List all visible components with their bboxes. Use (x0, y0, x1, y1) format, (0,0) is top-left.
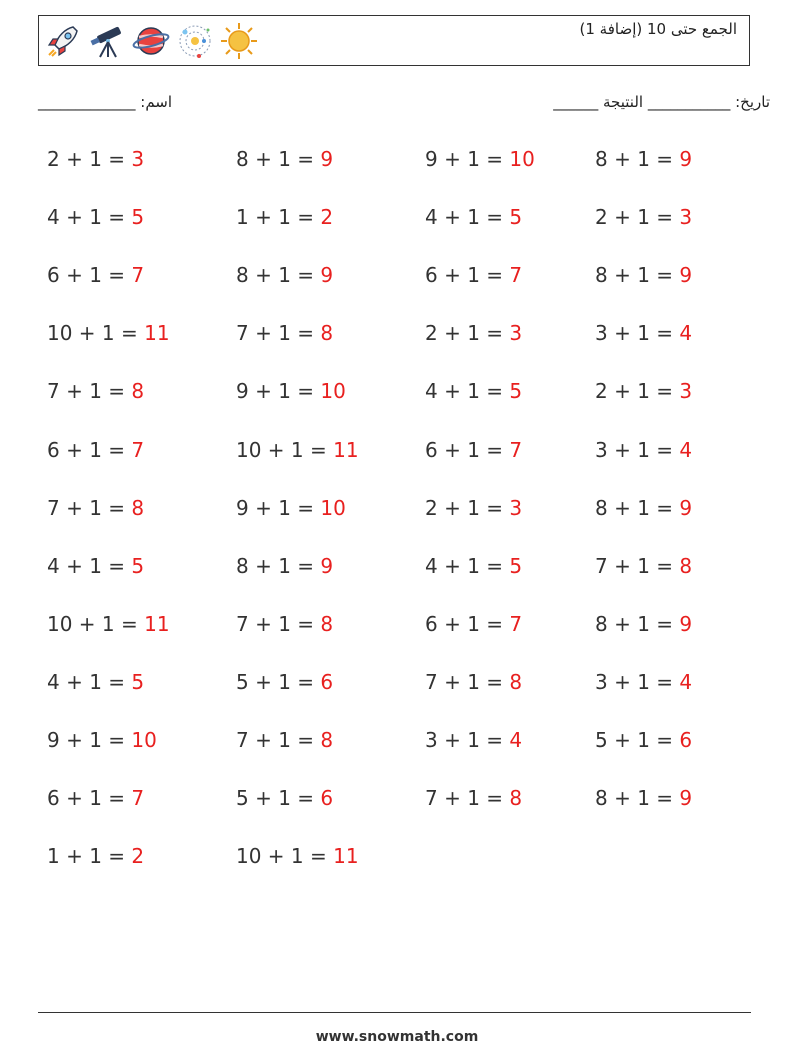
problem-item (595, 554, 692, 578)
problem-answer: 3 (131, 147, 145, 171)
problem-answer: 3 (679, 379, 693, 404)
problem-expression: 7 + 1 = (236, 728, 321, 752)
problem-answer: 4 (509, 728, 523, 752)
problem-answer: 4 (679, 437, 693, 462)
problem-answer: 9 (320, 553, 334, 578)
problem-expression: 9 + 1 = (425, 147, 510, 171)
problem-item (236, 728, 333, 752)
problem-expression: 1 + 1 = (47, 844, 132, 869)
problem-expression: 7 + 1 = (595, 553, 680, 578)
problem-answer: 9 (679, 611, 693, 636)
problem-item (47, 496, 144, 520)
problem-answer: 3 (509, 321, 523, 346)
name-field-label: اسم: _____________ (38, 93, 173, 111)
problem-answer: 10 (131, 728, 157, 752)
problem-expression: 9 + 1 = (47, 728, 132, 752)
problem-expression: 8 + 1 = (236, 263, 321, 288)
problem-answer: 9 (679, 786, 693, 811)
problem-expression: 2 + 1 = (425, 495, 510, 520)
problem-answer: 8 (509, 786, 523, 811)
problem-answer: 5 (131, 205, 145, 230)
problem-expression: 5 + 1 = (236, 669, 321, 694)
problem-expression: 6 + 1 = (47, 263, 132, 288)
problem-item (595, 147, 692, 171)
problem-item (236, 438, 359, 462)
problem-answer: 6 (320, 669, 334, 694)
problem-answer: 8 (131, 495, 145, 520)
problem-answer: 4 (679, 321, 693, 346)
problem-item (595, 496, 692, 520)
problem-expression: 4 + 1 = (425, 379, 510, 404)
problem-expression: 6 + 1 = (425, 611, 510, 636)
problem-expression: 7 + 1 = (47, 379, 132, 404)
problem-answer: 9 (320, 263, 334, 288)
problem-item (425, 379, 522, 403)
problem-expression: 4 + 1 = (425, 205, 510, 230)
problem-item (595, 321, 692, 345)
problem-item (425, 496, 522, 520)
problem-answer: 7 (509, 611, 523, 636)
problem-expression: 1 + 1 = (236, 205, 321, 230)
problem-expression: 4 + 1 = (47, 669, 132, 694)
problem-expression: 2 + 1 = (47, 147, 132, 171)
problem-expression: 8 + 1 = (236, 553, 321, 578)
problem-answer: 7 (131, 263, 145, 288)
problem-item (47, 728, 157, 752)
problem-answer: 9 (320, 147, 334, 171)
problem-expression: 9 + 1 = (236, 495, 321, 520)
problem-answer: 11 (333, 437, 359, 462)
problem-item (595, 786, 692, 810)
problem-item (47, 147, 144, 171)
problem-answer: 7 (509, 263, 523, 288)
problem-answer: 3 (509, 495, 523, 520)
problem-expression: 10 + 1 = (236, 437, 334, 462)
problem-item (47, 844, 144, 868)
problem-item (595, 670, 692, 694)
problem-answer: 4 (679, 669, 693, 694)
problem-item (425, 612, 522, 636)
problem-item (595, 205, 692, 229)
problem-expression: 6 + 1 = (425, 437, 510, 462)
problem-item (595, 263, 692, 287)
problem-expression: 10 + 1 = (47, 321, 145, 346)
problem-expression: 7 + 1 = (425, 669, 510, 694)
problem-expression: 5 + 1 = (595, 728, 680, 752)
problem-expression: 10 + 1 = (236, 844, 334, 869)
date-score-field-label: تاريخ: ___________ النتيجة ______ (553, 93, 770, 111)
problem-item (47, 554, 144, 578)
problem-answer: 10 (320, 379, 346, 404)
problem-answer: 8 (131, 379, 145, 404)
problem-answer: 11 (144, 611, 170, 636)
problem-item (425, 205, 522, 229)
problem-answer: 6 (679, 728, 693, 752)
problem-item (425, 321, 522, 345)
problem-item (425, 670, 522, 694)
problem-answer: 8 (320, 321, 334, 346)
footer-url: www.snowmath.com (315, 1029, 479, 1045)
problem-expression: 7 + 1 = (425, 786, 510, 811)
problem-answer: 9 (679, 263, 693, 288)
problem-item (47, 612, 170, 636)
problem-item (47, 321, 170, 345)
problem-answer: 7 (131, 437, 145, 462)
problem-expression: 8 + 1 = (595, 263, 680, 288)
problem-item (595, 612, 692, 636)
problem-item (47, 786, 144, 810)
problem-item (47, 379, 144, 403)
problem-answer: 2 (131, 844, 145, 869)
problem-answer: 6 (320, 786, 334, 811)
problem-item (47, 670, 144, 694)
problem-expression: 10 + 1 = (47, 611, 145, 636)
problem-expression: 8 + 1 = (595, 611, 680, 636)
problem-answer: 8 (679, 553, 693, 578)
problem-item (595, 728, 692, 752)
problem-item (236, 670, 333, 694)
problem-expression: 6 + 1 = (47, 786, 132, 811)
problem-expression: 6 + 1 = (425, 263, 510, 288)
problem-item (236, 844, 359, 868)
problem-answer: 7 (509, 437, 523, 462)
problem-item (425, 728, 522, 752)
problem-answer: 10 (509, 147, 535, 171)
problem-answer: 3 (679, 205, 693, 230)
problem-item (425, 147, 535, 171)
problem-expression: 4 + 1 = (47, 205, 132, 230)
problem-answer: 7 (131, 786, 145, 811)
problem-item (236, 379, 346, 403)
problem-expression: 9 + 1 = (236, 379, 321, 404)
problem-expression: 4 + 1 = (425, 553, 510, 578)
problem-answer: 2 (320, 205, 334, 230)
problem-item (425, 263, 522, 287)
problem-answer: 8 (320, 611, 334, 636)
problem-item (425, 554, 522, 578)
problem-item (47, 205, 144, 229)
problem-item (595, 438, 692, 462)
problem-item (595, 379, 692, 403)
problem-item (236, 321, 333, 345)
problem-item (425, 438, 522, 462)
problem-item (236, 147, 333, 171)
problem-expression: 7 + 1 = (236, 321, 321, 346)
problem-answer: 5 (131, 553, 145, 578)
problem-expression: 3 + 1 = (595, 669, 680, 694)
problem-answer: 9 (679, 495, 693, 520)
problem-answer: 8 (320, 728, 334, 752)
problem-answer: 5 (131, 669, 145, 694)
problem-expression: 6 + 1 = (47, 437, 132, 462)
problem-answer: 11 (333, 844, 359, 869)
problem-expression: 7 + 1 = (47, 495, 132, 520)
problem-answer: 5 (509, 553, 523, 578)
problem-item (236, 205, 333, 229)
problem-expression: 8 + 1 = (595, 147, 680, 171)
worksheet-title: الجمع حتى 10 (إضافة 1) (579, 20, 737, 38)
problem-answer: 5 (509, 379, 523, 404)
footer-divider (38, 1012, 751, 1013)
problem-expression: 2 + 1 = (595, 205, 680, 230)
problem-expression: 2 + 1 = (425, 321, 510, 346)
problem-expression: 8 + 1 = (236, 147, 321, 171)
problem-expression: 8 + 1 = (595, 786, 680, 811)
problem-answer: 9 (679, 147, 693, 171)
problem-expression: 3 + 1 = (425, 728, 510, 752)
problem-expression: 8 + 1 = (595, 495, 680, 520)
problem-expression: 4 + 1 = (47, 553, 132, 578)
problem-answer: 10 (320, 495, 346, 520)
problem-item (47, 263, 144, 287)
problem-expression: 7 + 1 = (236, 611, 321, 636)
problem-expression: 3 + 1 = (595, 437, 680, 462)
problem-expression: 2 + 1 = (595, 379, 680, 404)
problem-item (236, 496, 346, 520)
problem-expression: 3 + 1 = (595, 321, 680, 346)
problem-item (236, 263, 333, 287)
problem-answer: 5 (509, 205, 523, 230)
problem-item (47, 438, 144, 462)
problem-item (425, 786, 522, 810)
problem-answer: 11 (144, 321, 170, 346)
problem-item (236, 554, 333, 578)
problem-answer: 8 (509, 669, 523, 694)
problem-item (236, 612, 333, 636)
problem-expression: 5 + 1 = (236, 786, 321, 811)
problem-item (236, 786, 333, 810)
